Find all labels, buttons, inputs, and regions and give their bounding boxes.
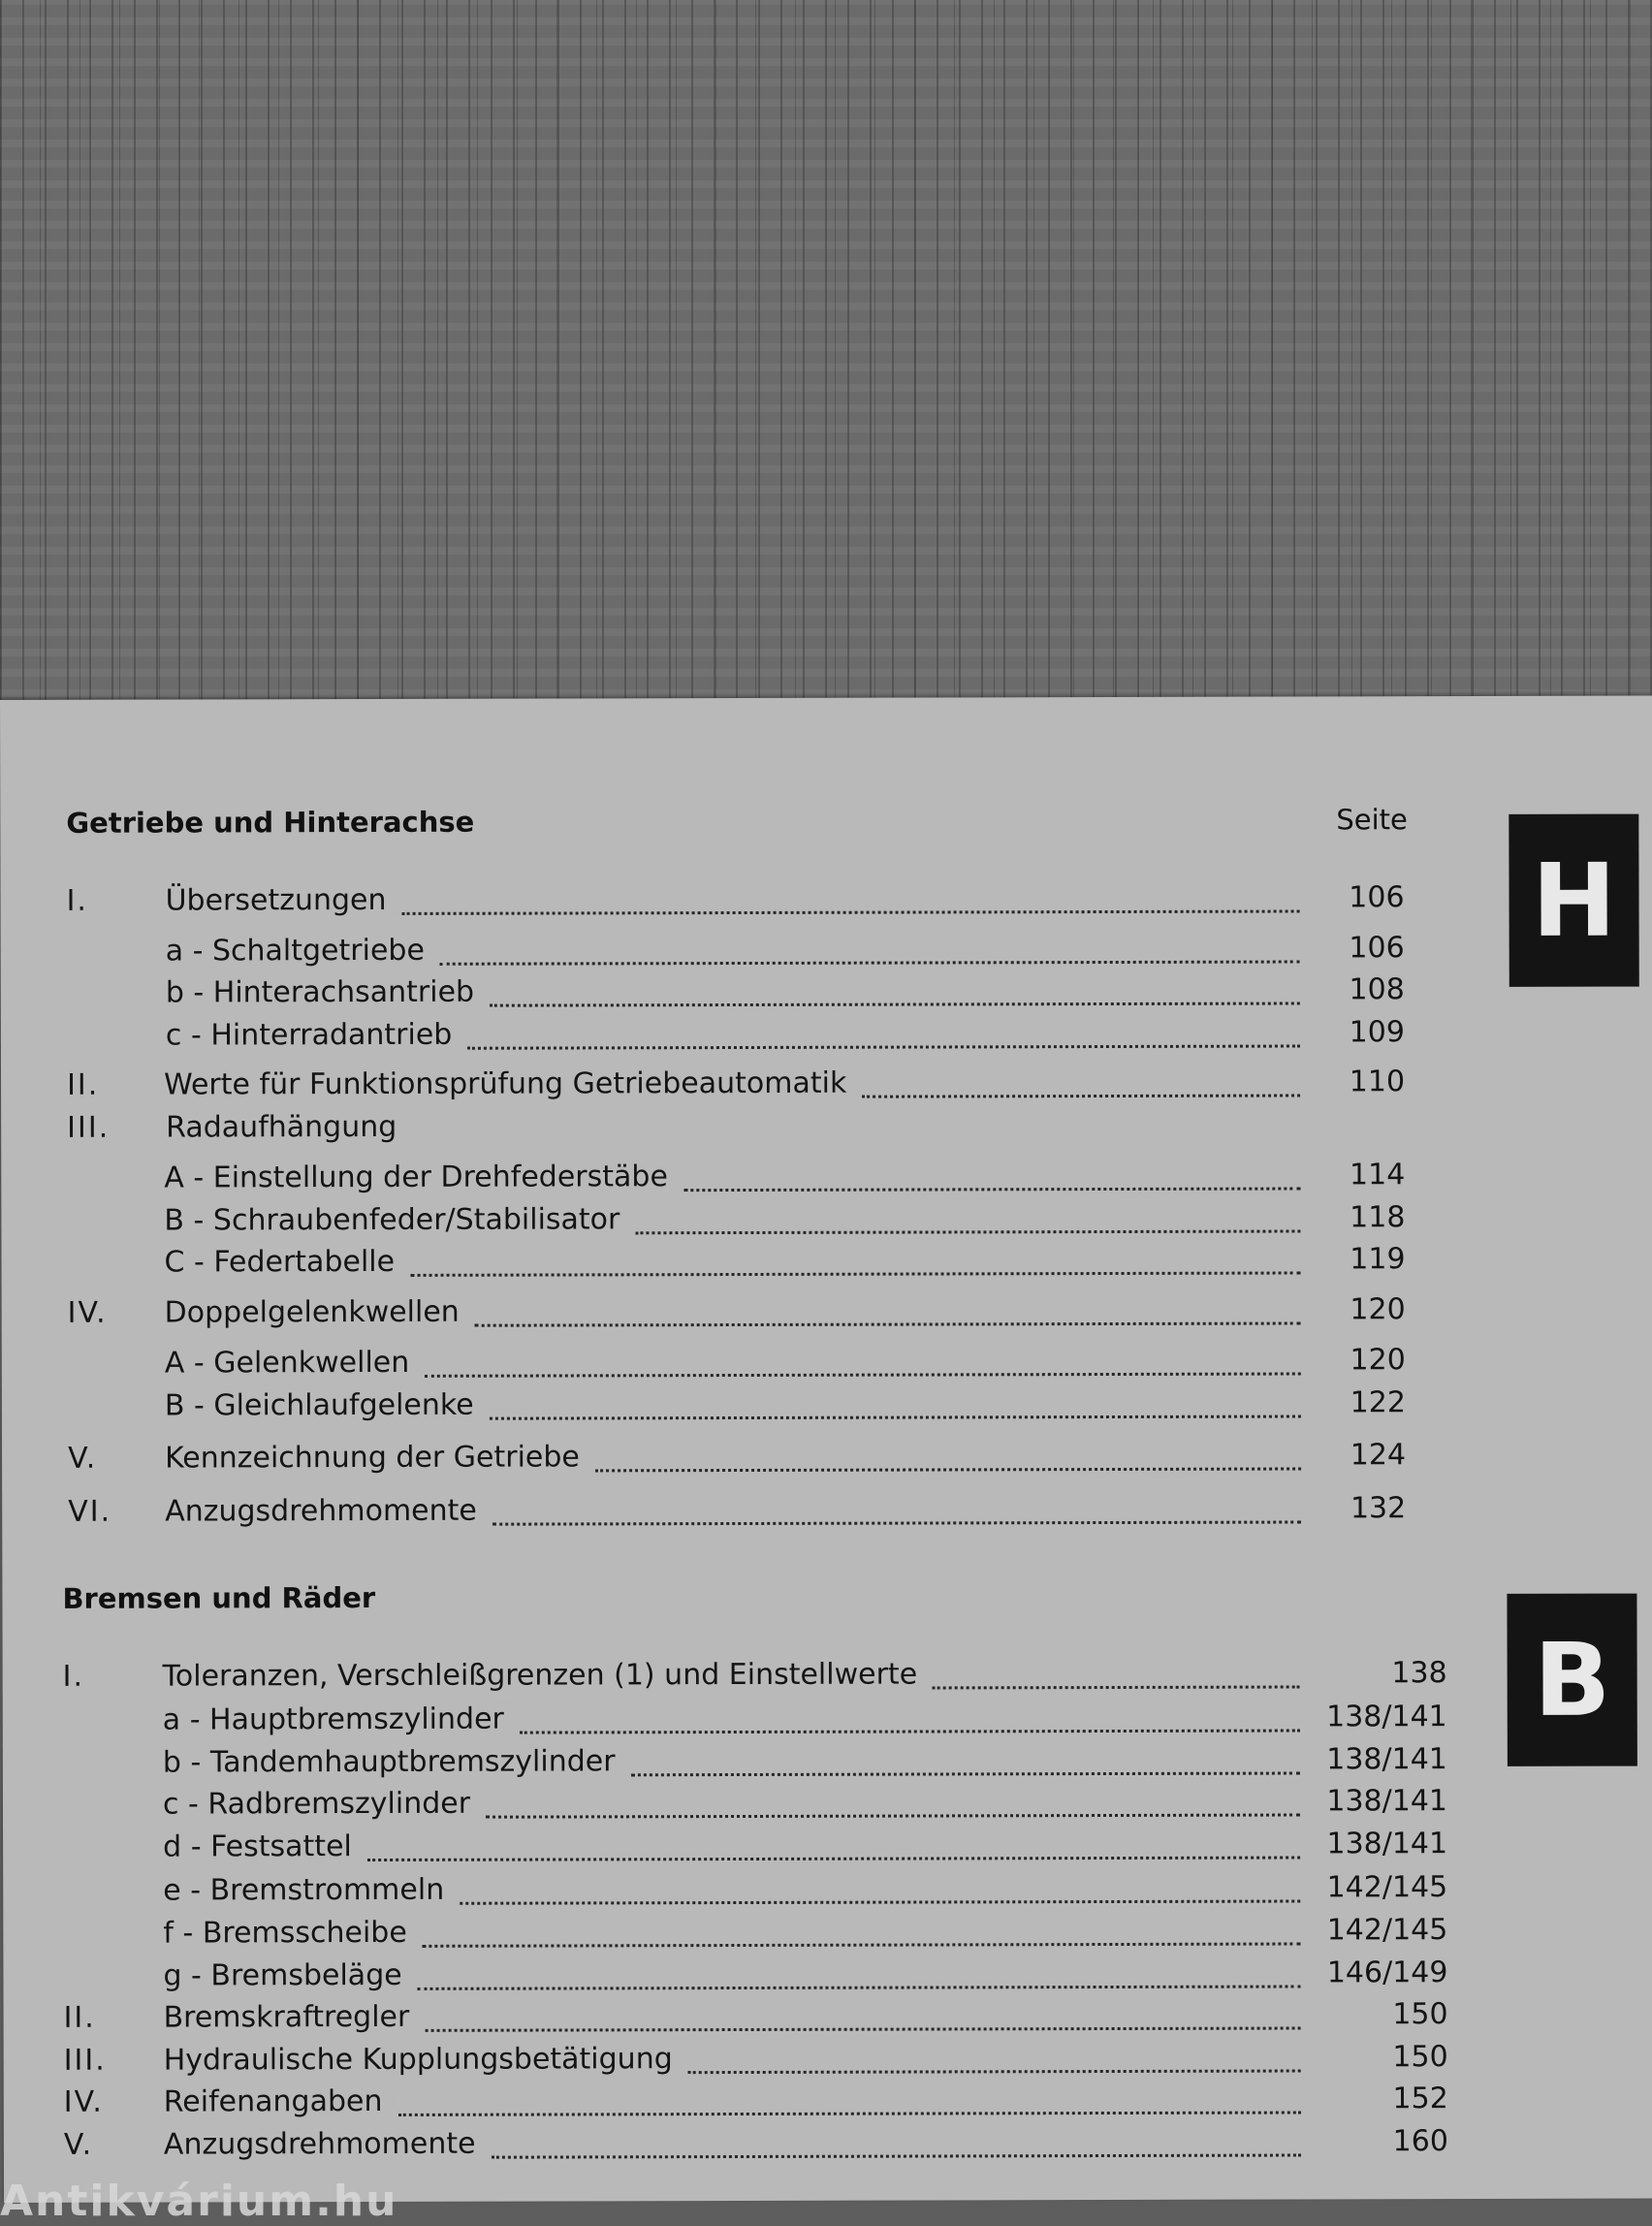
toc-entry-page: 109 (1349, 1015, 1405, 1050)
toc-entry-page: 142/145 (1326, 1913, 1448, 1948)
toc-entry-page: 106 (1349, 880, 1405, 915)
toc-entry (63, 1870, 1447, 1913)
toc-entry (63, 1827, 1447, 1869)
toc-entry-page: 106 (1349, 931, 1405, 966)
tab-marker-b: B (1507, 1594, 1636, 1766)
toc-entry (66, 880, 1404, 923)
toc-entry-title: c - Hinterradantrieb (166, 1018, 462, 1053)
toc-entry-title: Kennzeichnung der Getriebe (165, 1440, 589, 1475)
toc-entry (67, 1158, 1405, 1200)
toc-entry-page: 118 (1350, 1200, 1406, 1235)
toc-entry-page: 120 (1350, 1343, 1406, 1378)
toc-entry-title: a - Hauptbremszylinder (163, 1702, 514, 1737)
toc-entry-title: Anzugsdrehmomente (164, 2127, 486, 2162)
toc-entry (67, 1065, 1405, 1107)
toc-entry-page: 138/141 (1326, 1742, 1447, 1777)
toc-entry-title: Übersetzungen (165, 883, 396, 918)
toc-entry-title: C - Federtabelle (164, 1245, 404, 1280)
toc-entry-page: 150 (1392, 1997, 1448, 2032)
dot-leader (688, 2069, 1301, 2074)
toc-entry-page: 120 (1350, 1292, 1406, 1327)
toc-entry-number: III. (63, 2043, 107, 2078)
toc-entry (68, 1343, 1406, 1385)
contents-page (0, 696, 1652, 2203)
toc-entry (68, 1385, 1406, 1428)
toc-entry-number: III. (67, 1110, 111, 1145)
dot-leader (367, 1856, 1300, 1861)
dot-leader (475, 1321, 1301, 1326)
toc-entry-title: Doppelgelenkwellen (165, 1295, 469, 1330)
toc-entry-page: 108 (1349, 972, 1405, 1007)
toc-entry-number: VI. (68, 1494, 112, 1529)
dot-leader (486, 1813, 1300, 1818)
toc-entry-title: Werte für Funktionsprüfung Getriebeautomatik (164, 1066, 856, 1102)
section-heading-getriebe: Getriebe und Hinterachse (66, 805, 475, 840)
toc-entry-title: B - Gleichlaufgelenke (165, 1388, 484, 1423)
toc-entry (63, 1742, 1447, 1785)
toc-entry (63, 1913, 1447, 1956)
toc-entry-number: IV. (67, 1295, 108, 1330)
toc-entry-title: Hydraulische Kupplungsbetätigung (164, 2042, 683, 2077)
toc-entry (68, 1491, 1406, 1534)
toc-entry (68, 1438, 1406, 1480)
toc-entry-title: Reifenangaben (164, 2084, 393, 2119)
toc-entry-page: 110 (1349, 1065, 1406, 1099)
toc-entry-number: IV. (63, 2084, 104, 2119)
dot-leader (440, 960, 1300, 965)
toc-entry-page: 138 (1391, 1656, 1447, 1691)
toc-entry-number: II. (63, 2000, 96, 2035)
toc-entry (63, 1700, 1447, 1742)
toc-entry-number: II. (66, 1067, 100, 1102)
toc-entry-page: 124 (1350, 1438, 1407, 1473)
dot-leader (467, 1044, 1300, 1049)
toc-entry-number: I. (66, 883, 88, 918)
toc-entry-title: e - Bremstrommeln (163, 1873, 454, 1908)
toc-entry (68, 1292, 1406, 1335)
toc-entry-title: f - Bremsscheibe (163, 1916, 417, 1951)
toc-entry (64, 1997, 1448, 2040)
toc-entry-page: 122 (1350, 1385, 1406, 1420)
toc-entry-page: 150 (1392, 2040, 1448, 2075)
toc-entry-page: 160 (1392, 2124, 1448, 2159)
seite-label: Seite (1336, 803, 1408, 837)
dot-leader (595, 1467, 1301, 1472)
toc-entry-page: 119 (1350, 1242, 1406, 1277)
toc-entry-title: c - Radbremszylinder (163, 1787, 480, 1822)
toc-entry-title: B - Schraubenfeder/Stabilisator (164, 1202, 629, 1237)
toc-entry (67, 1015, 1405, 1058)
dot-leader (410, 1271, 1300, 1276)
dot-leader (631, 1771, 1300, 1776)
dot-leader (401, 909, 1299, 914)
dot-leader (490, 1415, 1301, 1419)
section-heading-bremsen: Bremsen und Räder (62, 1580, 376, 1615)
toc-entry (67, 931, 1405, 973)
watermark-text: Antikvárium.hu (0, 2177, 398, 2226)
dot-leader (635, 1229, 1300, 1234)
dot-leader (418, 1985, 1301, 1989)
toc-entry-title: A - Gelenkwellen (165, 1346, 420, 1381)
dot-leader (492, 2153, 1301, 2158)
dot-leader (520, 1729, 1300, 1733)
toc-entry-title: d - Festsattel (163, 1829, 362, 1864)
dot-leader (425, 1372, 1301, 1377)
toc-entry-number: V. (63, 2127, 94, 2162)
toc-entry-page: 142/145 (1326, 1870, 1448, 1905)
dot-leader (933, 1685, 1300, 1689)
dot-leader (423, 1942, 1301, 1947)
dot-leader (397, 2111, 1300, 2115)
toc-entry (63, 1784, 1447, 1827)
toc-entry (64, 2124, 1448, 2167)
dot-leader (490, 1002, 1300, 1006)
toc-entry-page: 132 (1350, 1491, 1407, 1526)
toc-entry-page: 138/141 (1326, 1827, 1448, 1861)
toc-entry-title: b - Tandemhauptbremszylinder (163, 1744, 625, 1779)
toc-entry-title: Bremskraftregler (164, 2000, 420, 2035)
toc-entry-page: 114 (1349, 1158, 1406, 1192)
toc-entry-number: V. (68, 1441, 98, 1476)
toc-entry-title: a - Schaltgetriebe (166, 934, 434, 969)
toc-entry (64, 2082, 1448, 2124)
dot-leader (862, 1094, 1300, 1097)
toc-entry-title: Toleranzen, Verschleißgrenzen (1) und Einstellwerte (163, 1658, 928, 1694)
toc-entry (67, 972, 1405, 1015)
dot-leader (425, 2026, 1300, 2031)
toc-entry-title: b - Hinterachsantrieb (166, 975, 484, 1010)
toc-entry-title: g - Bremsbeläge (163, 1958, 411, 1993)
dot-leader (492, 1520, 1301, 1525)
toc-entry-title: A - Einstellung der Drehfederstäbe (164, 1160, 678, 1194)
toc-entry-page: 138/141 (1326, 1784, 1448, 1819)
dot-leader (683, 1187, 1300, 1192)
toc-entry (67, 1107, 1405, 1150)
toc-entry-title: Anzugsdrehmomente (165, 1494, 487, 1529)
toc-entry-page: 138/141 (1326, 1700, 1447, 1734)
toc-entry-page: 146/149 (1326, 1956, 1448, 1990)
dot-leader (460, 1899, 1300, 1904)
toc-entry (63, 1656, 1447, 1699)
toc-entry-number: I. (62, 1659, 85, 1694)
toc-entry (64, 2040, 1448, 2083)
toc-entry (67, 1200, 1405, 1243)
wood-background (0, 0, 1652, 717)
toc-entry (63, 1956, 1447, 1998)
toc-entry-title: Radaufhängung (166, 1110, 406, 1145)
tab-marker-h: H (1509, 814, 1638, 987)
toc-entry-page: 152 (1392, 2082, 1448, 2116)
toc-entry (67, 1242, 1405, 1285)
